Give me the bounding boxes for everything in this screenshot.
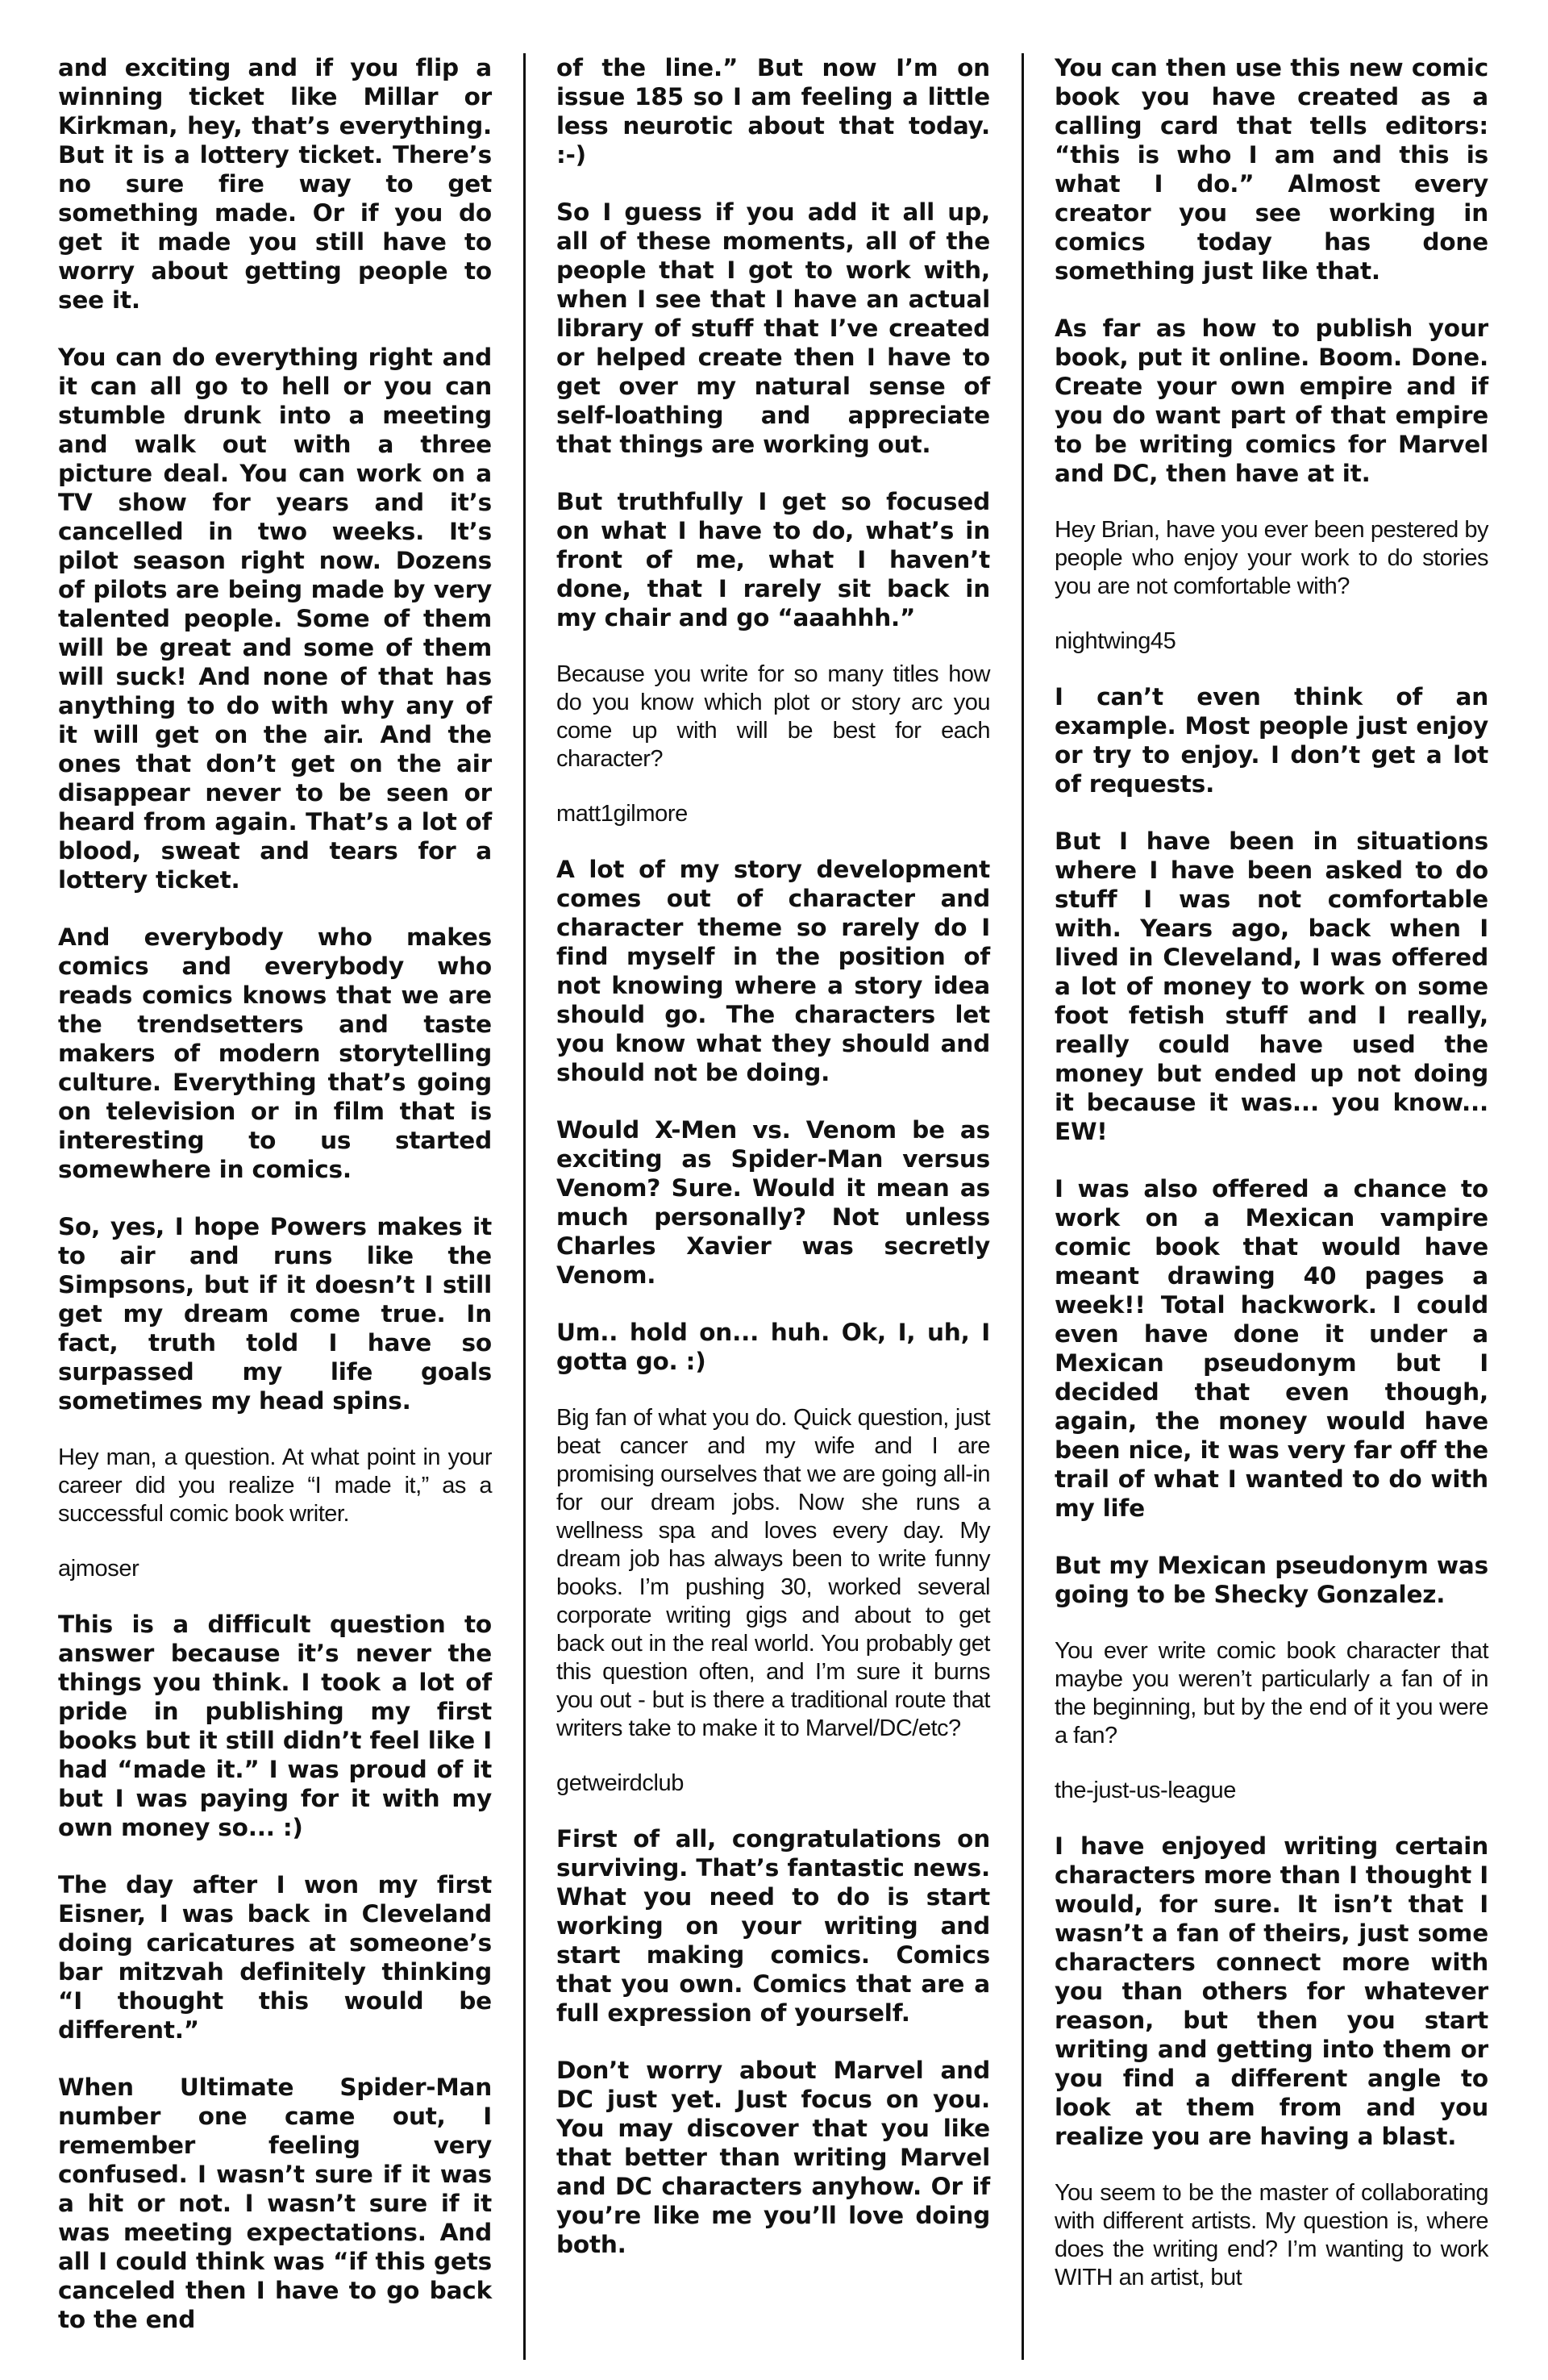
answer-paragraph: But truthfully I get so focused on what I have to do, what’s in front of me, what I haven’t done, that I rarely sit back in my chair and go “aaahhh.” (556, 488, 990, 631)
username: ajmoser (58, 1556, 139, 1582)
answer-paragraph: I was also offered a chance to work on a Mexican vampire comic book that would have meant drawing 40 pages a week!! Total hackwork. I could even have done it under a Mexican pseudonym but I decided that even though, again, the money would have been nice, it was very far off the trail of what I wanted to do with my life (1055, 1175, 1488, 1522)
answer-paragraph: You can do everything right and it can all go to hell or you can stumble drunk into a meeting and walk out with a three picture deal. You can work on a TV show for years and it’s cancelled in two weeks. It’s pilot season right now. Dozens of pilots are being made by very talented people. Some of them will be great and some of them will suck! And none of that has anything to do with why any of it will get on the air. And the ones that don’t get on the air disappear never to be seen or heard from again. That’s a lot of blood, sweat and tears for a lottery ticket. (58, 344, 492, 894)
answer-paragraph: and exciting and if you flip a winning ticket like Millar or Kirkman, hey, that’s everything. But it is a lottery ticket. There’s no sure fire way to get something made. Or if you do get it made you still have to worry about getting people to see it. (58, 54, 492, 314)
answer-paragraph: But I have been in situations where I have been asked to do stuff I was not comfortable with. Years ago, back when I lived in Cleveland, I was offered a lot of money to work on some foot fetish stuff and I really, really could have used the money but ended up not doing it because it was... you know... EW! (1055, 827, 1488, 1145)
column-divider (523, 53, 526, 2360)
username: getweirdclub (556, 1770, 685, 1796)
answer-paragraph: I can’t even think of an example. Most people just enjoy or try to enjoy. I don’t get a lot of requests. (1055, 683, 1488, 798)
question-paragraph: Hey Brian, have you ever been pestered by people who enjoy your work to do stories you are not comfortable with? (1055, 517, 1488, 599)
question-paragraph: You ever write comic book character that maybe you weren’t particularly a fan of in the beginning, but by the end of it you were a fan? (1055, 1638, 1488, 1749)
answer-paragraph: I have enjoyed writing certain characters more than I thought I would, for sure. It isn’t that I wasn’t a fan of theirs, just some characters connect more with you than others for whatever reason, but then you start writing and getting into them or you find a different angle to look at them from and you realize you are having a blast. (1055, 1832, 1488, 2150)
username: matt1gilmore (556, 801, 688, 827)
column-1 (58, 53, 492, 2362)
question-paragraph: Because you write for so many titles how do you know which plot or story arc you come up with will be best for each character? (556, 661, 990, 772)
column-divider (1022, 53, 1024, 2360)
username: the-just-us-league (1055, 1778, 1236, 1803)
username: nightwing45 (1055, 628, 1176, 654)
question-paragraph: Hey man, a question. At what point in your career did you realize “I made it,” as a successful comic book writer. (58, 1444, 492, 1527)
answer-paragraph: So I guess if you add it all up, all of these moments, all of the people that I got to work with, when I see that I have an actual library of stuff that I’ve created or helped create then I have to get over my natural sense of self-loathing and appreciate that things are working out. (556, 198, 990, 458)
answer-paragraph: And everybody who makes comics and everybody who reads comics knows that we are the trendsetters and taste makers of modern storytelling culture. Everything that’s going on television or in film that is interesting to us started somewhere in comics. (58, 923, 492, 1183)
answer-paragraph: First of all, congratulations on surviving. That’s fantastic news. What you need to do is start working on your writing and start making comics. Comics that you own. Comics that are a full expression of yourself. (556, 1825, 990, 2027)
question-paragraph: You seem to be the master of collaborating with different artists. My question is, where does the writing end? I’m wanting to work WITH an artist, but (1055, 2180, 1488, 2290)
answer-paragraph: When Ultimate Spider-Man number one came out, I remember feeling very confused. I wasn’t sure if it was a hit or not. I wasn’t sure if it was meeting expectations. And all I could think was “if this gets canceled then I have to go back to the end (58, 2074, 492, 2333)
answer-paragraph: As far as how to publish your book, put it online. Boom. Done. Create your own empire and if you do want part of that empire to be writing comics for Marvel and DC, then have at it. (1055, 315, 1488, 487)
question-paragraph: Big fan of what you do. Quick question, just beat cancer and my wife and I are promising ourselves that we are going all-in for our dream jobs. Now she runs a wellness spa and loves every day. My dream job has always been to write funny books. I’m pushing 30, worked several corporate writing gigs and about to get back out in the real world. You probably get this question often, and I’m sure it burns you out - but is there a traditional route that writers take to make it to Marvel/DC/etc? (556, 1405, 990, 1741)
answer-paragraph: Would X-Men vs. Venom be as exciting as Spider-Man versus Venom? Sure. Would it mean as much personally? Not unless Charles Xavier was secretly Venom. (556, 1116, 990, 1289)
answer-paragraph: A lot of my story development comes out of character and character theme so rarely do I find myself in the position of not knowing where a story idea should go. The characters let you know what they should and should not be doing. (556, 856, 990, 1086)
answer-paragraph: But my Mexican pseudonym was going to be Shecky Gonzalez. (1055, 1552, 1488, 1608)
answer-paragraph: You can then use this new comic book you have created as a calling card that tells editors: “this is who I am and this is what I do.” Almost every creator you see working in comics today has done something just like that. (1055, 54, 1488, 285)
answer-paragraph: The day after I won my first Eisner, I was back in Cleveland doing caricatures at someone’s bar mitzvah definitely thinking “I thought this would be different.” (58, 1871, 492, 2044)
answer-paragraph: So, yes, I hope Powers makes it to air and runs like the Simpsons, but if it doesn’t I still get my dream come true. In fact, truth told I have so surpassed my life goals sometimes my head spins. (58, 1213, 492, 1415)
answer-paragraph: This is a difficult question to answer because it’s never the things you think. I took a lot of pride in publishing my first books but it still didn’t feel like I had “made it.” I was proud of it but I was paying for it with my own money so... :) (58, 1611, 492, 1841)
answer-paragraph: Um.. hold on... huh. Ok, I, uh, I gotta go. :) (556, 1319, 990, 1375)
answer-paragraph: Don’t worry about Marvel and DC just yet. Just focus on you. You may discover that you like that better than writing Marvel and DC characters anyhow. Or if you’re like me you’ll love doing both. (556, 2057, 990, 2258)
answer-paragraph: of the line.” But now I’m on issue 185 so I am feeling a little less neurotic about that today. :-) (556, 54, 990, 169)
column-2 (556, 53, 990, 2287)
column-3 (1055, 53, 1488, 2319)
